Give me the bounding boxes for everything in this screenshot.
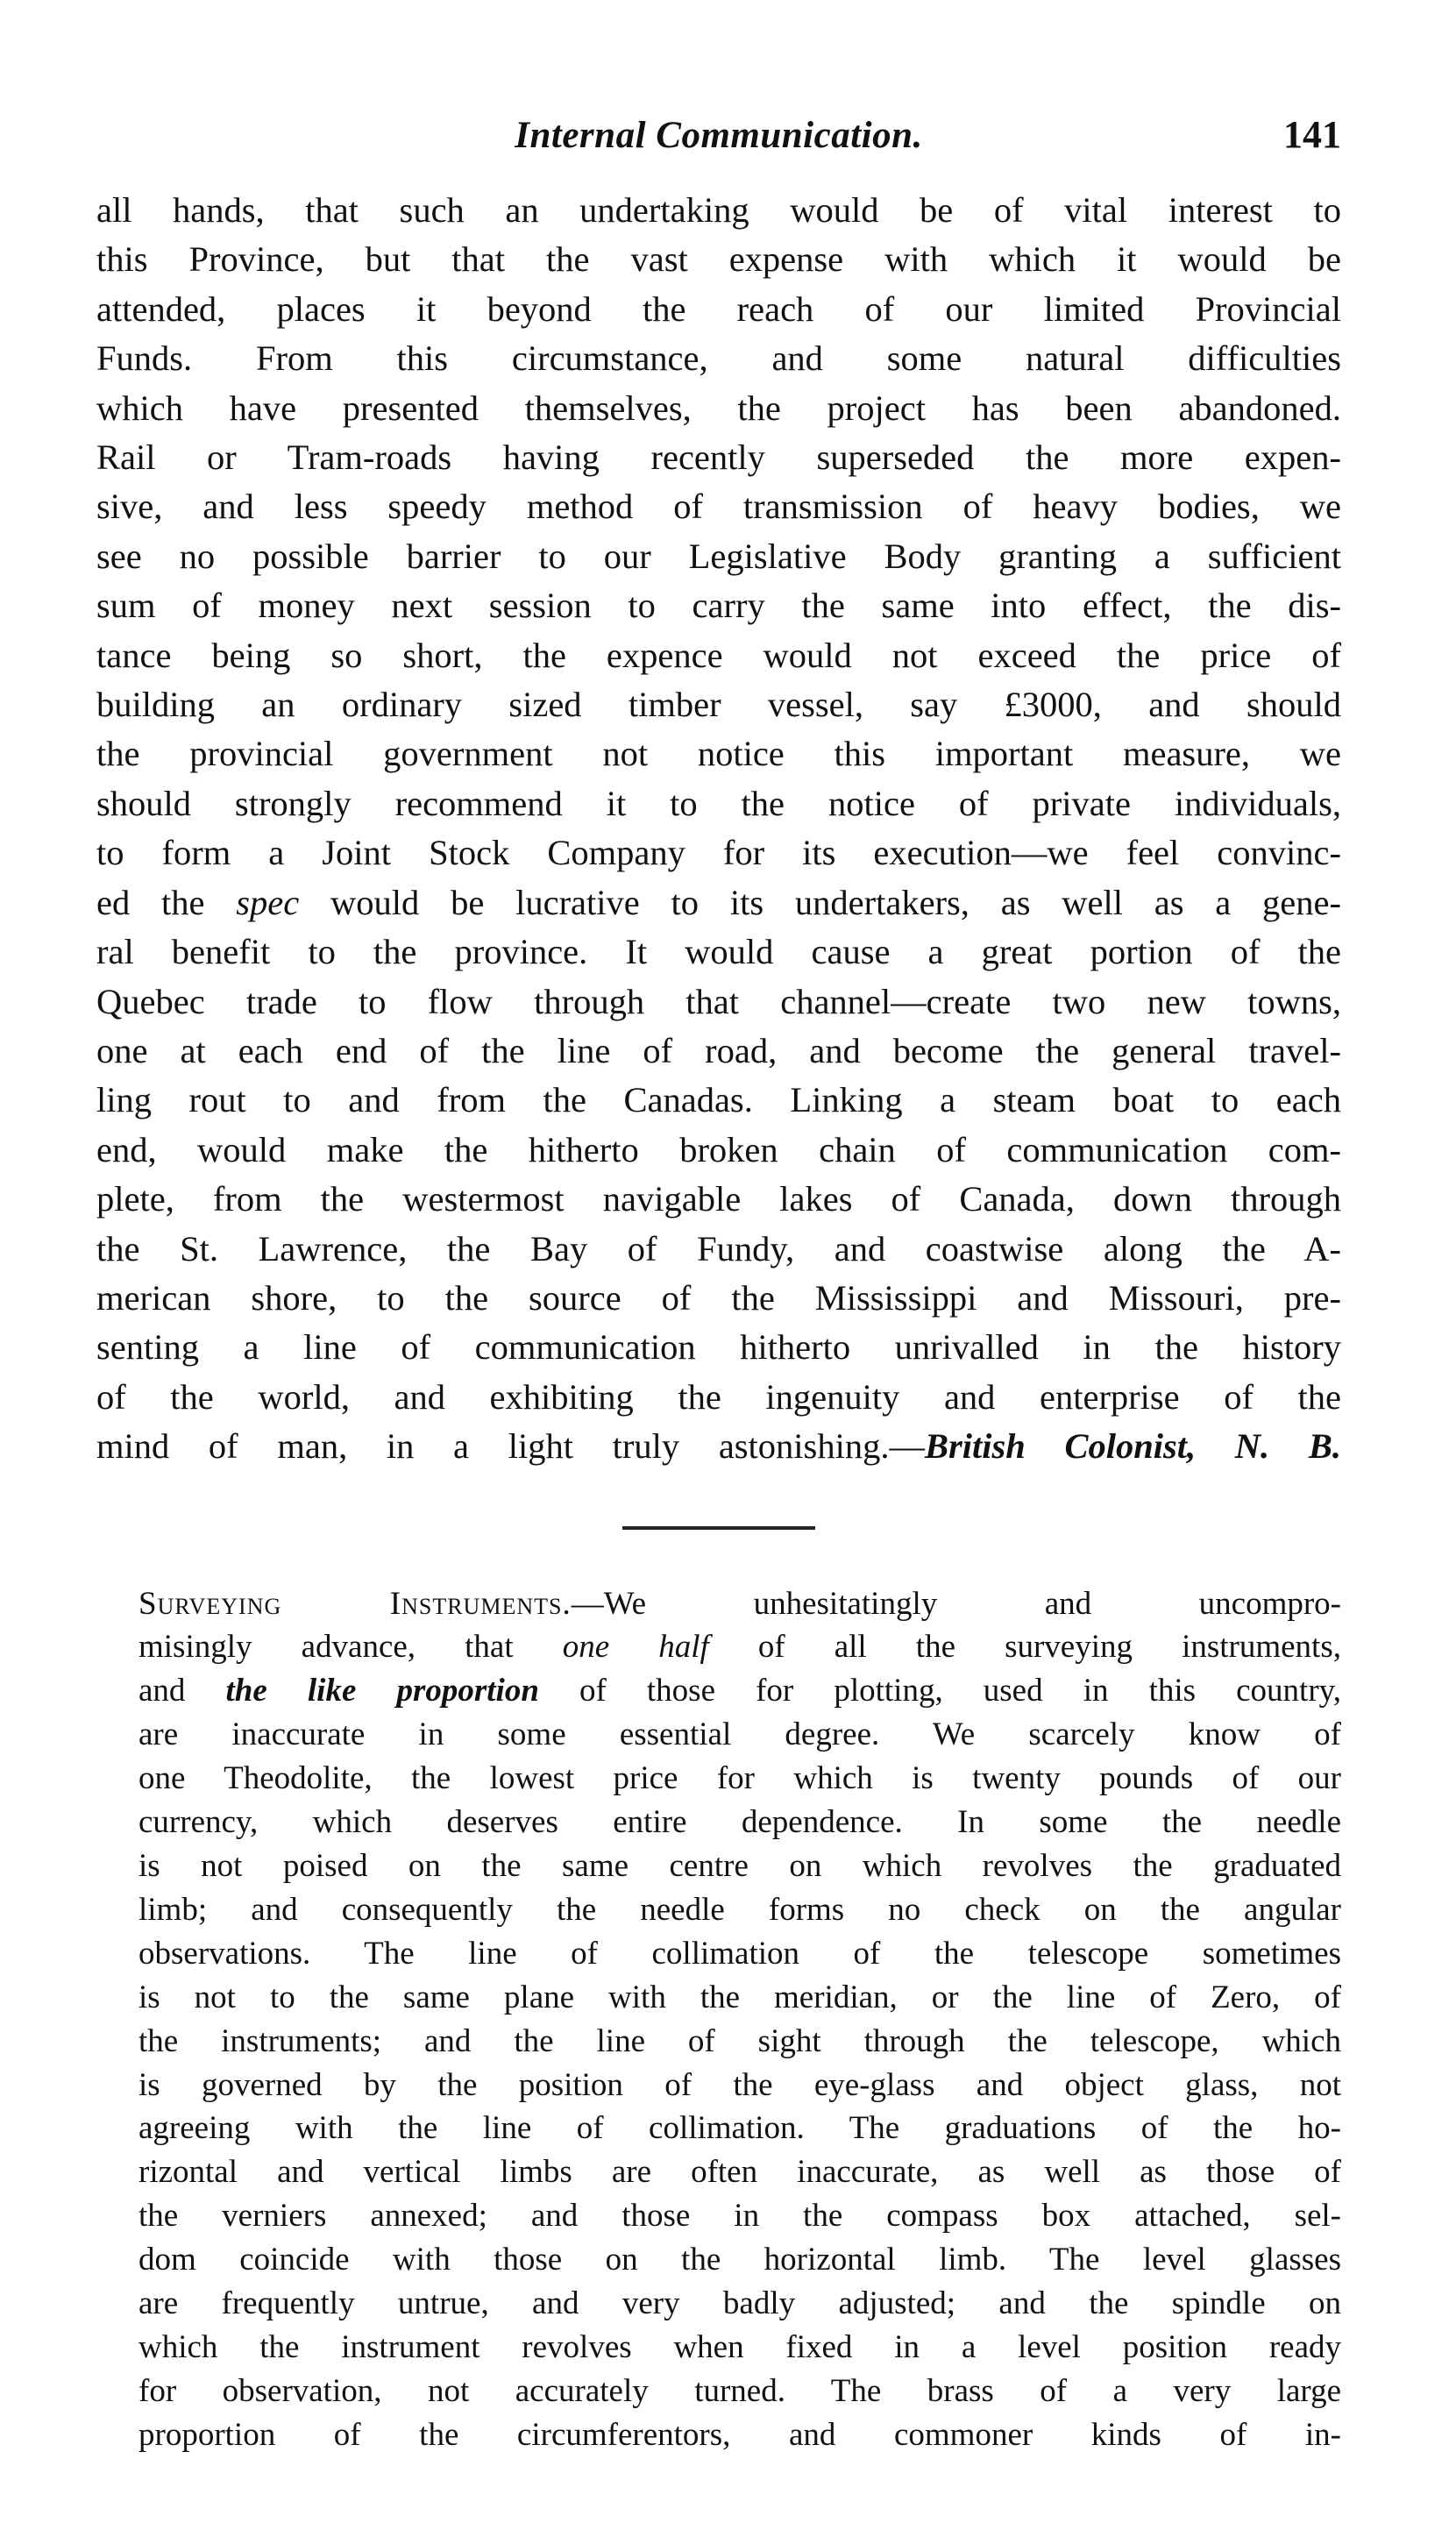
text-run: ed the — [96, 882, 237, 922]
text-line: rizontal and vertical limbs are often inaccurate, as well as those of — [138, 2154, 1341, 2191]
article-internal-communication — [96, 186, 1341, 1472]
text-run: mind of man, in a light truly astonishing.— — [96, 1426, 925, 1467]
text-line — [96, 1582, 1341, 1626]
text-run: —We unhesitatingly and uncompro- — [571, 1585, 1342, 1622]
text-line: this Province, but that the vast expense with which it would be — [96, 239, 1341, 280]
text-line: proportion of the circumferentors, and commoner kinds of in- — [138, 2416, 1341, 2453]
text-line: for observation, not accurately turned. The brass of a very large — [138, 2372, 1341, 2409]
source-attribution: British Colonist, N. B. — [924, 1426, 1341, 1467]
text-line: which have presented themselves, the project has been abandoned. — [96, 387, 1341, 428]
text-run: and — [138, 1673, 226, 1709]
text-line: one at each end of the line of road, and become the general travel- — [96, 1030, 1341, 1070]
text-line: see no possible barrier to our Legislative Body granting a sufficient — [96, 536, 1341, 576]
text-line: tance being so short, the expence would not exceed the price of — [96, 635, 1341, 675]
text-line: ling rout to and from the Canadas. Linking a steam boat to each — [96, 1080, 1341, 1120]
italic-word-spec: spec — [236, 882, 300, 922]
text-line: the St. Lawrence, the Bay of Fundy, and coastwise along the A- — [96, 1228, 1341, 1269]
text-line: is not to the same plane with the meridian, or the line of Zero, of — [138, 1979, 1341, 2015]
book-page — [96, 105, 1341, 2457]
text-line: to form a Joint Stock Company for its execution—we feel convinc- — [96, 833, 1341, 873]
text-line: which the instrument revolves when fixed in a level position ready — [138, 2328, 1341, 2365]
text-line: the provincial government not notice this important measure, we — [96, 734, 1341, 774]
text-line: dom coincide with those on the horizontal limb. The level glasses — [138, 2242, 1341, 2278]
text-line: Funds. From this circumstance, and some natural difficulties — [96, 338, 1341, 379]
text-line: Rail or Tram-roads having recently superseded the more expen- — [96, 437, 1341, 478]
text-line: plete, from the westermost navigable lakes of Canada, down through — [96, 1179, 1341, 1219]
text-line: of the world, and exhibiting the ingenuity and enterprise of the — [96, 1376, 1341, 1417]
page-number: 141 — [1283, 113, 1341, 156]
text-line: limb; and consequently the needle forms no check on the angular — [138, 1891, 1341, 1928]
text-line: all hands, that such an undertaking would be of vital interest to — [96, 190, 1341, 230]
text-line: the instruments; and the line of sight through the telescope, which — [138, 2022, 1341, 2059]
text-line: end, would make the hitherto broken chain of communication com- — [96, 1129, 1341, 1169]
text-line — [96, 1422, 1341, 1471]
text-line: sive, and less speedy method of transmission of heavy bodies, we — [96, 487, 1341, 527]
text-line: agreeing with the line of collimation. The graduations of the ho- — [138, 2110, 1341, 2147]
text-line — [96, 1669, 1341, 1713]
text-line: are inaccurate in some essential degree. We scarcely know of — [138, 1716, 1341, 1753]
article-heading: Surveying Instruments. — [138, 1585, 572, 1622]
text-line: Quebec trade to flow through that channel—create two new towns, — [96, 981, 1341, 1021]
text-line: is governed by the position of the eye-glass and object glass, not — [138, 2066, 1341, 2103]
text-run: would be lucrative to its undertakers, as well as a gene- — [299, 882, 1341, 922]
text-line: currency, which deserves entire dependence. In some the needle — [138, 1804, 1341, 1841]
text-line: the verniers annexed; and those in the compass box attached, sel- — [138, 2198, 1341, 2235]
text-line: observations. The line of collimation of the telescope sometimes — [138, 1935, 1341, 1972]
section-divider — [622, 1526, 815, 1530]
text-line: one Theodolite, the lowest price for which is twenty pounds of our — [138, 1760, 1341, 1797]
text-line: ral benefit to the province. It would cause a great portion of the — [96, 932, 1341, 972]
text-line: building an ordinary sized timber vessel, say £3000, and should — [96, 685, 1341, 725]
running-title: Internal Communication. — [515, 115, 923, 156]
text-line — [96, 1625, 1341, 1669]
text-line: merican shore, to the source of the Mississippi and Missouri, pre- — [96, 1277, 1341, 1318]
text-run: of those for plotting, used in this country, — [538, 1673, 1341, 1709]
italic-phrase-one-half: one half — [562, 1629, 709, 1666]
text-run: misingly advance, that — [138, 1629, 563, 1666]
article-surveying-instruments — [96, 1582, 1341, 2457]
text-line: sum of money next session to carry the same into effect, the dis- — [96, 586, 1341, 626]
text-line: senting a line of communication hitherto unrivalled in the history — [96, 1327, 1341, 1368]
text-line: are frequently untrue, and very badly adjusted; and the spindle on — [138, 2285, 1341, 2322]
text-line — [96, 878, 1341, 927]
italic-phrase-like-proportion: the like proportion — [225, 1673, 539, 1709]
text-line: is not poised on the same centre on which revolves the graduated — [138, 1848, 1341, 1884]
text-run: of all the surveying instruments, — [708, 1629, 1341, 1666]
text-line: should strongly recommend it to the notice of private individuals, — [96, 783, 1341, 823]
running-header — [96, 105, 1341, 175]
text-line: attended, places it beyond the reach of our limited Provincial — [96, 288, 1341, 329]
